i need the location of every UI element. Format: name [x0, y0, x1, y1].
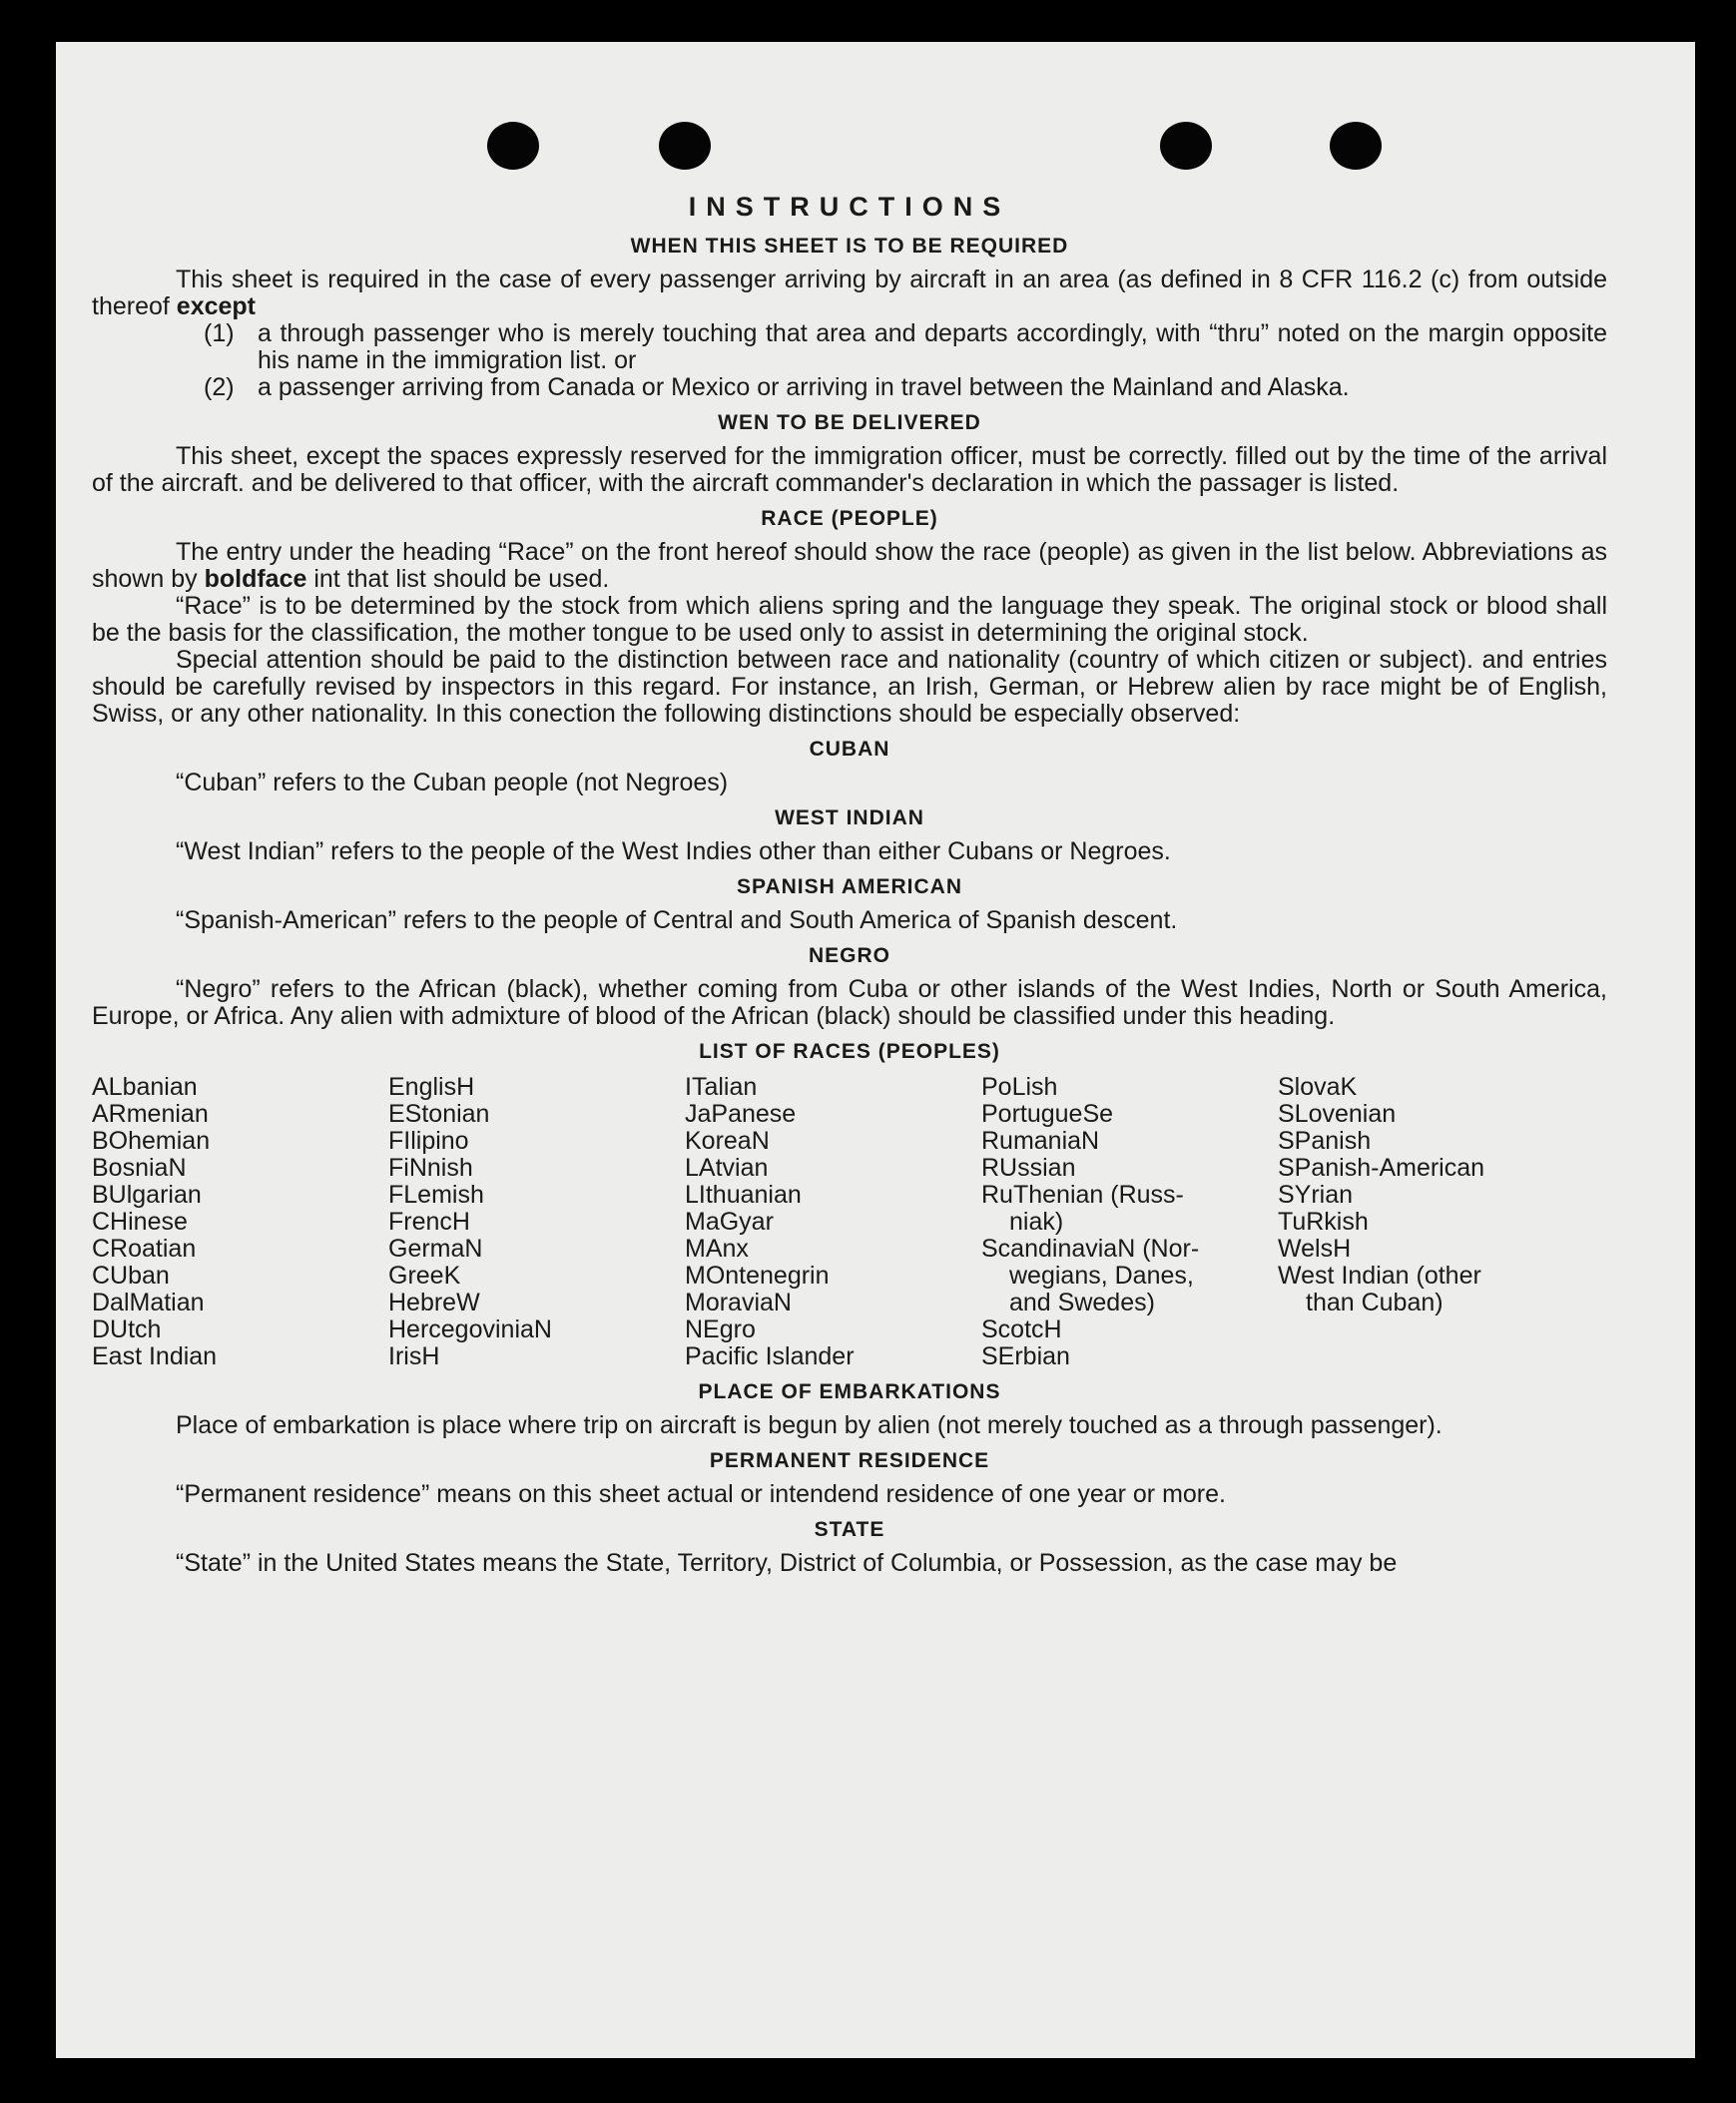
race-item: MOntenegrin: [685, 1262, 830, 1290]
race-item: EStonian: [388, 1100, 490, 1128]
races-column: [388, 1074, 685, 1370]
race-item: SlovaK: [1278, 1073, 1358, 1101]
race-item: SPanish-American: [1278, 1154, 1485, 1182]
race-item: HebreW: [388, 1289, 480, 1316]
residence-text: “Permanent residence” means on this sheet actual or intendend residence of one year or more.: [176, 1480, 1226, 1508]
race-item: RUssian: [981, 1154, 1076, 1182]
embarkation-text: Place of embarkation is place where trip on aircraft is begun by alien (not merely touched as a through passenger).: [176, 1411, 1443, 1439]
races-column: [981, 1074, 1278, 1370]
race-item: DUtch: [92, 1315, 162, 1343]
race-item: PoLish: [981, 1073, 1058, 1101]
race-item: and Swedes): [1009, 1289, 1155, 1316]
punch-hole: [1330, 122, 1382, 170]
race-item: RumaniaN: [981, 1127, 1100, 1155]
race-paragraph-2: “Race” is to be determined by the stock from which aliens spring and the language they speak. The original stock or blood shall be the basis for the classification, the mother tongue to be used only to assist in determining the original stock.: [92, 592, 1607, 647]
race-item: CHinese: [92, 1208, 188, 1236]
race-item: MaGyar: [685, 1208, 774, 1236]
race-paragraph-3: Special attention should be paid to the distinction between race and nationality (country of which citizen or subject). and entries should be carefully revised by inspectors in this regard. For instance, an Irish, German, or Hebrew alien by race might be of English, Swiss, or any other nationality. In this conection the following distinctions should be especially observed:: [92, 646, 1607, 728]
race-item: niak): [1009, 1208, 1064, 1236]
boldface-word: boldface: [204, 565, 307, 593]
instructions-content: [92, 192, 1607, 1577]
heading-race: RACE (PEOPLE): [761, 507, 938, 530]
race-item: KoreaN: [685, 1127, 770, 1155]
page-title: INSTRUCTIONS: [688, 192, 1011, 222]
race-item: ITalian: [685, 1073, 758, 1101]
race-item: BosniaN: [92, 1154, 187, 1182]
race-item: FiNnish: [388, 1154, 473, 1182]
races-list: [92, 1074, 1607, 1370]
race-item: SLovenian: [1278, 1100, 1397, 1128]
heading-when-required: WHEN THIS SHEET IS TO BE REQUIRED: [630, 235, 1069, 258]
heading-state: STATE: [814, 1518, 885, 1541]
race-item: RuThenian (Russ-: [981, 1181, 1184, 1209]
race-item: BOhemian: [92, 1127, 211, 1155]
document-page: [56, 42, 1695, 2058]
heading-when-delivered: WEN TO BE DELIVERED: [718, 411, 981, 434]
state-text: “State” in the United States means the State, Territory, District of Columbia, or Possession, as the case may be: [176, 1549, 1398, 1577]
except-bold: except: [176, 292, 257, 320]
race-item: wegians, Danes,: [1009, 1262, 1194, 1290]
cuban-text: “Cuban” refers to the Cuban people (not Negroes): [176, 769, 729, 796]
punch-hole: [1160, 122, 1212, 170]
race-item: FrencH: [388, 1208, 470, 1236]
west-indian-text: “West Indian” refers to the people of the West Indies other than either Cubans or Negroes.: [176, 837, 1171, 865]
races-column: [685, 1074, 981, 1370]
list-item: (2) a passenger arriving from Canada or Mexico or arriving in travel between the Mainland and Alaska.: [204, 373, 1350, 401]
heading-permanent-residence: PERMANENT RESIDENCE: [709, 1449, 990, 1472]
heading-list-of-races: LIST OF RACES (PEOPLES): [699, 1040, 1000, 1063]
race-item: EnglisH: [388, 1073, 475, 1101]
race-item: LAtvian: [685, 1154, 769, 1182]
race-item: ALbanian: [92, 1073, 198, 1101]
race-item: PortugueSe: [981, 1100, 1114, 1128]
race-item: GermaN: [388, 1235, 483, 1263]
race-item: FIlipino: [388, 1127, 469, 1155]
race-item: ARmenian: [92, 1100, 209, 1128]
race-paragraph-1: The entry under the heading “Race” on the front hereof should show the race (people) as given in the list below. Abbreviations as shown by boldface int that list should be used.: [92, 538, 1607, 593]
punch-hole: [487, 122, 539, 170]
heading-cuban: CUBAN: [809, 738, 890, 761]
race-item: TuRkish: [1278, 1208, 1369, 1236]
race-item: ScandinaviaN (Nor-: [981, 1235, 1200, 1263]
spanish-american-text: “Spanish-American” refers to the people of Central and South America of Spanish descent.: [176, 906, 1178, 934]
race-item: CUban: [92, 1262, 170, 1290]
race-item: LIthuanian: [685, 1181, 802, 1209]
race-item: SErbian: [981, 1342, 1070, 1370]
race-item: East Indian: [92, 1342, 218, 1370]
race-item: DalMatian: [92, 1289, 205, 1316]
race-item: than Cuban): [1306, 1289, 1444, 1316]
race-item: WelsH: [1278, 1235, 1352, 1263]
race-item: MAnx: [685, 1235, 749, 1263]
race-item: MoraviaN: [685, 1289, 792, 1316]
race-item: West Indian (other: [1278, 1262, 1481, 1290]
punch-hole: [659, 122, 711, 170]
race-item: SPanish: [1278, 1127, 1372, 1155]
list-item: (1) a through passenger who is merely touching that area and departs accordingly, with “thru” noted on the margin opposite his name in the immigration list. or: [204, 319, 1607, 374]
races-column: [92, 1074, 388, 1370]
race-item: BUlgarian: [92, 1181, 202, 1209]
race-item: GreeK: [388, 1262, 461, 1290]
race-item: NEgro: [685, 1315, 756, 1343]
heading-west-indian: WEST INDIAN: [775, 806, 924, 829]
race-item: ScotcH: [981, 1315, 1062, 1343]
race-item: FLemish: [388, 1181, 484, 1209]
when-delivered-text: This sheet, except the spaces expressly reserved for the immigration officer, must be correctly. filled out by the time of the arrival of the aircraft. and be delivered to that officer, with the aircraft commander's declaration in which the passager is listed.: [92, 442, 1607, 497]
when-required-text: This sheet is required in the case of every passenger arriving by aircraft in an area (as defined in 8 CFR 116.2 (c) from outside thereof except: [92, 265, 1607, 320]
heading-negro: NEGRO: [808, 944, 890, 967]
races-column: [1278, 1074, 1537, 1370]
race-item: CRoatian: [92, 1235, 197, 1263]
race-item: SYrian: [1278, 1181, 1354, 1209]
race-item: IrisH: [388, 1342, 440, 1370]
race-item: Pacific Islander: [685, 1342, 855, 1370]
heading-spanish-american: SPANISH AMERICAN: [736, 875, 962, 898]
race-item: HercegoviniaN: [388, 1315, 552, 1343]
heading-embarkation: PLACE OF EMBARKATIONS: [698, 1380, 1001, 1403]
negro-text: “Negro” refers to the African (black), whether coming from Cuba or other islands of the West Indies, North or South America, Europe, or Africa. Any alien with admixture of blood of the African (black) should be classified under this heading.: [92, 975, 1607, 1030]
race-item: JaPanese: [685, 1100, 797, 1128]
